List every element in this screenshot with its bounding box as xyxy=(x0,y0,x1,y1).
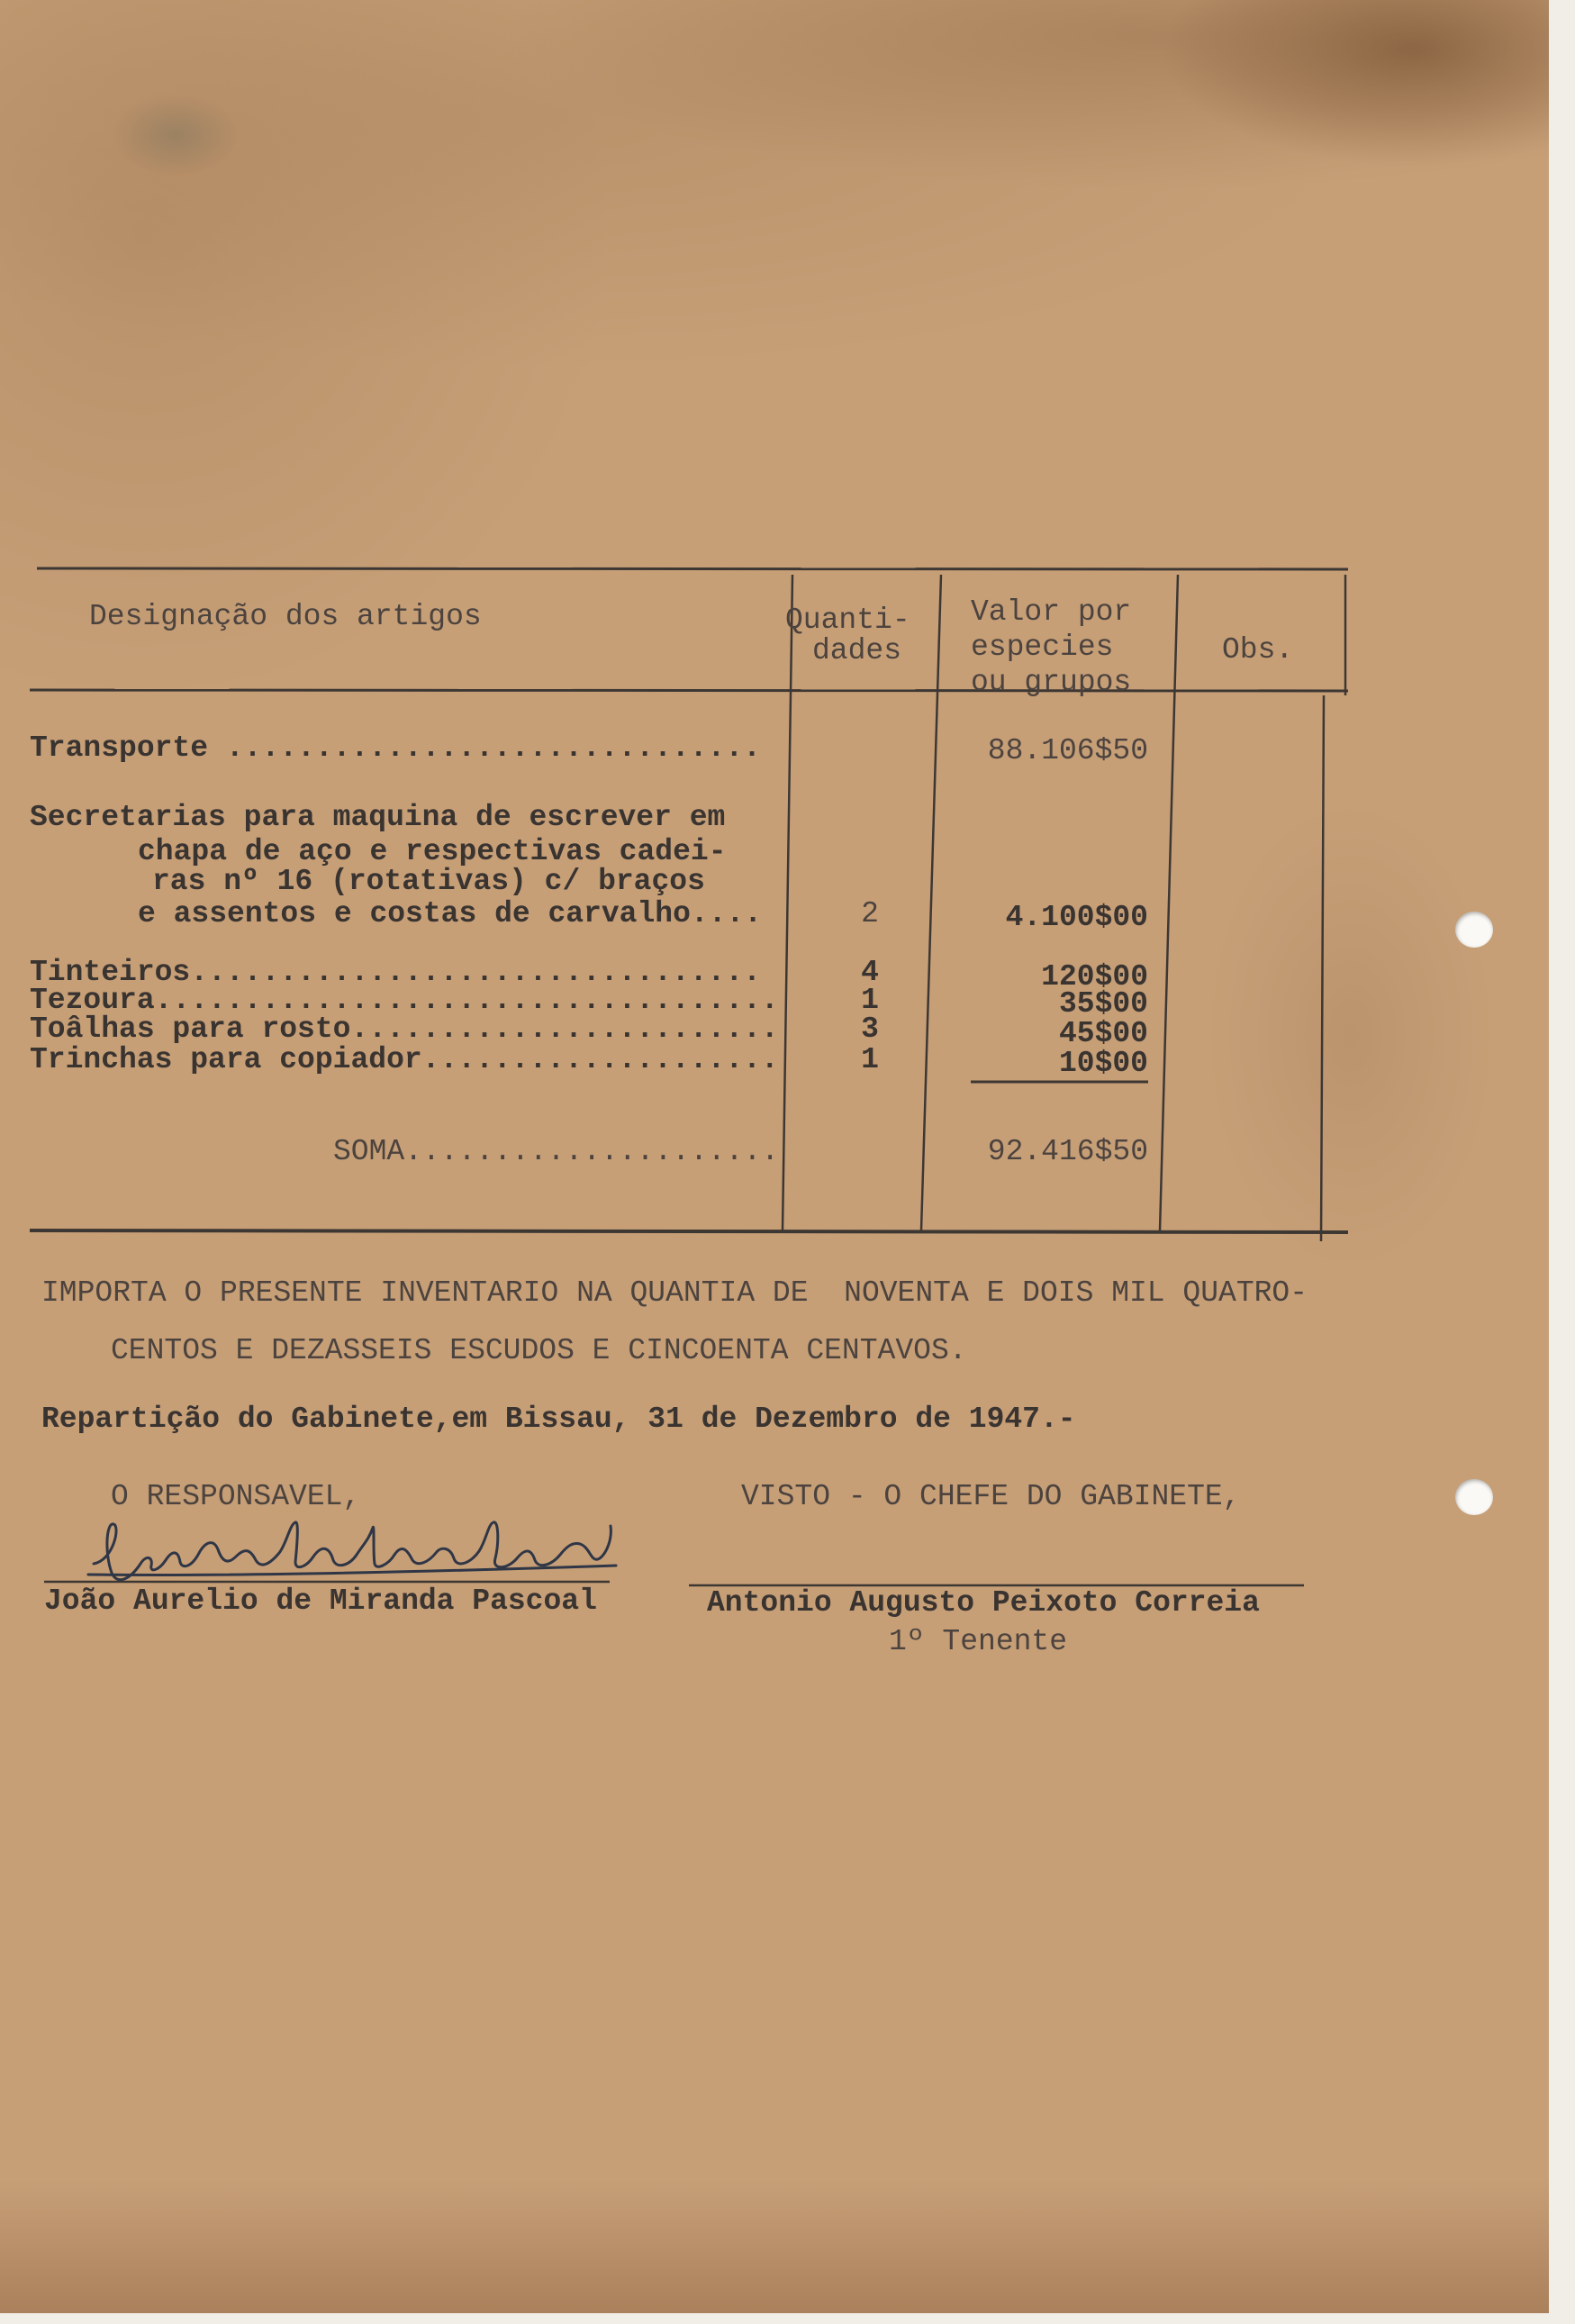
column-divider-quantity xyxy=(783,575,792,1230)
handwritten-signature xyxy=(86,1517,620,1593)
item-quantity: 2 xyxy=(861,897,879,931)
signature-heading-right: VISTO - O CHEFE DO GABINETE, xyxy=(741,1480,1241,1513)
item-value: 35$00 xyxy=(1058,987,1148,1021)
table-header-rule xyxy=(30,690,1348,691)
signatory-name-right: Antonio Augusto Peixoto Correia xyxy=(707,1586,1260,1620)
item-description-line: Secretarias para maquina de escrever em xyxy=(30,801,726,834)
header-designation: Designação dos artigos xyxy=(89,600,482,633)
table-top-rule xyxy=(37,568,1348,569)
signatory-rank-right: 1º Tenente xyxy=(889,1625,1068,1658)
place-date: Repartição do Gabinete,em Bissau, 31 de Dezembro de 1947.- xyxy=(41,1403,1076,1436)
item-description-line: Trinchas para copiador.................... xyxy=(30,1043,779,1076)
total-label: SOMA..................... xyxy=(333,1135,780,1168)
header-value-line: especies xyxy=(971,631,1114,664)
item-value: 4.100$00 xyxy=(1005,901,1148,934)
total-value: 92.416$50 xyxy=(987,1135,1148,1168)
item-description-line: ras nº 16 (rotativas) c/ braços xyxy=(152,865,705,898)
column-divider-obs xyxy=(1160,575,1178,1230)
item-value: 10$00 xyxy=(1058,1047,1148,1080)
item-description-line: chapa de aço e respectivas cadei- xyxy=(138,835,727,868)
header-quantity-line: dades xyxy=(812,634,902,667)
statement-line: IMPORTA O PRESENTE INVENTARIO NA QUANTIA DE NOVENTA E DOIS MIL QUATRO- xyxy=(41,1276,1308,1310)
item-quantity: 3 xyxy=(861,1012,879,1046)
table-bottom-rule xyxy=(30,1230,1348,1232)
column-divider-value xyxy=(921,575,941,1230)
item-quantity: 1 xyxy=(861,984,879,1017)
item-description-line: Tezoura................................... xyxy=(30,984,779,1017)
column-divider-right-body xyxy=(1321,695,1324,1241)
header-quantity-line: Quanti- xyxy=(785,604,910,637)
item-quantity: 4 xyxy=(861,956,879,989)
item-quantity: 1 xyxy=(861,1043,879,1076)
header-value-line: Valor por xyxy=(971,595,1132,629)
item-description-line: Tinteiros................................ xyxy=(30,956,761,989)
header-obs: Obs. xyxy=(1222,633,1294,667)
signatory-name-left: João Aurelio de Miranda Pascoal xyxy=(44,1584,597,1618)
signature-heading-left: O RESPONSAVEL, xyxy=(111,1480,361,1513)
item-value: 120$00 xyxy=(1041,960,1148,994)
item-value: 45$00 xyxy=(1058,1017,1148,1050)
header-value-line: ou grupos xyxy=(971,666,1132,699)
transport-value: 88.106$50 xyxy=(987,734,1148,767)
transport-label: Transporte .............................. xyxy=(30,731,761,765)
item-description-line: e assentos e costas de carvalho.... xyxy=(138,897,763,931)
item-description-line: Toâlhas para rosto........................ xyxy=(30,1012,779,1046)
statement-line: CENTOS E DEZASSEIS ESCUDOS E CINCOENTA CENTAVOS. xyxy=(111,1334,967,1367)
